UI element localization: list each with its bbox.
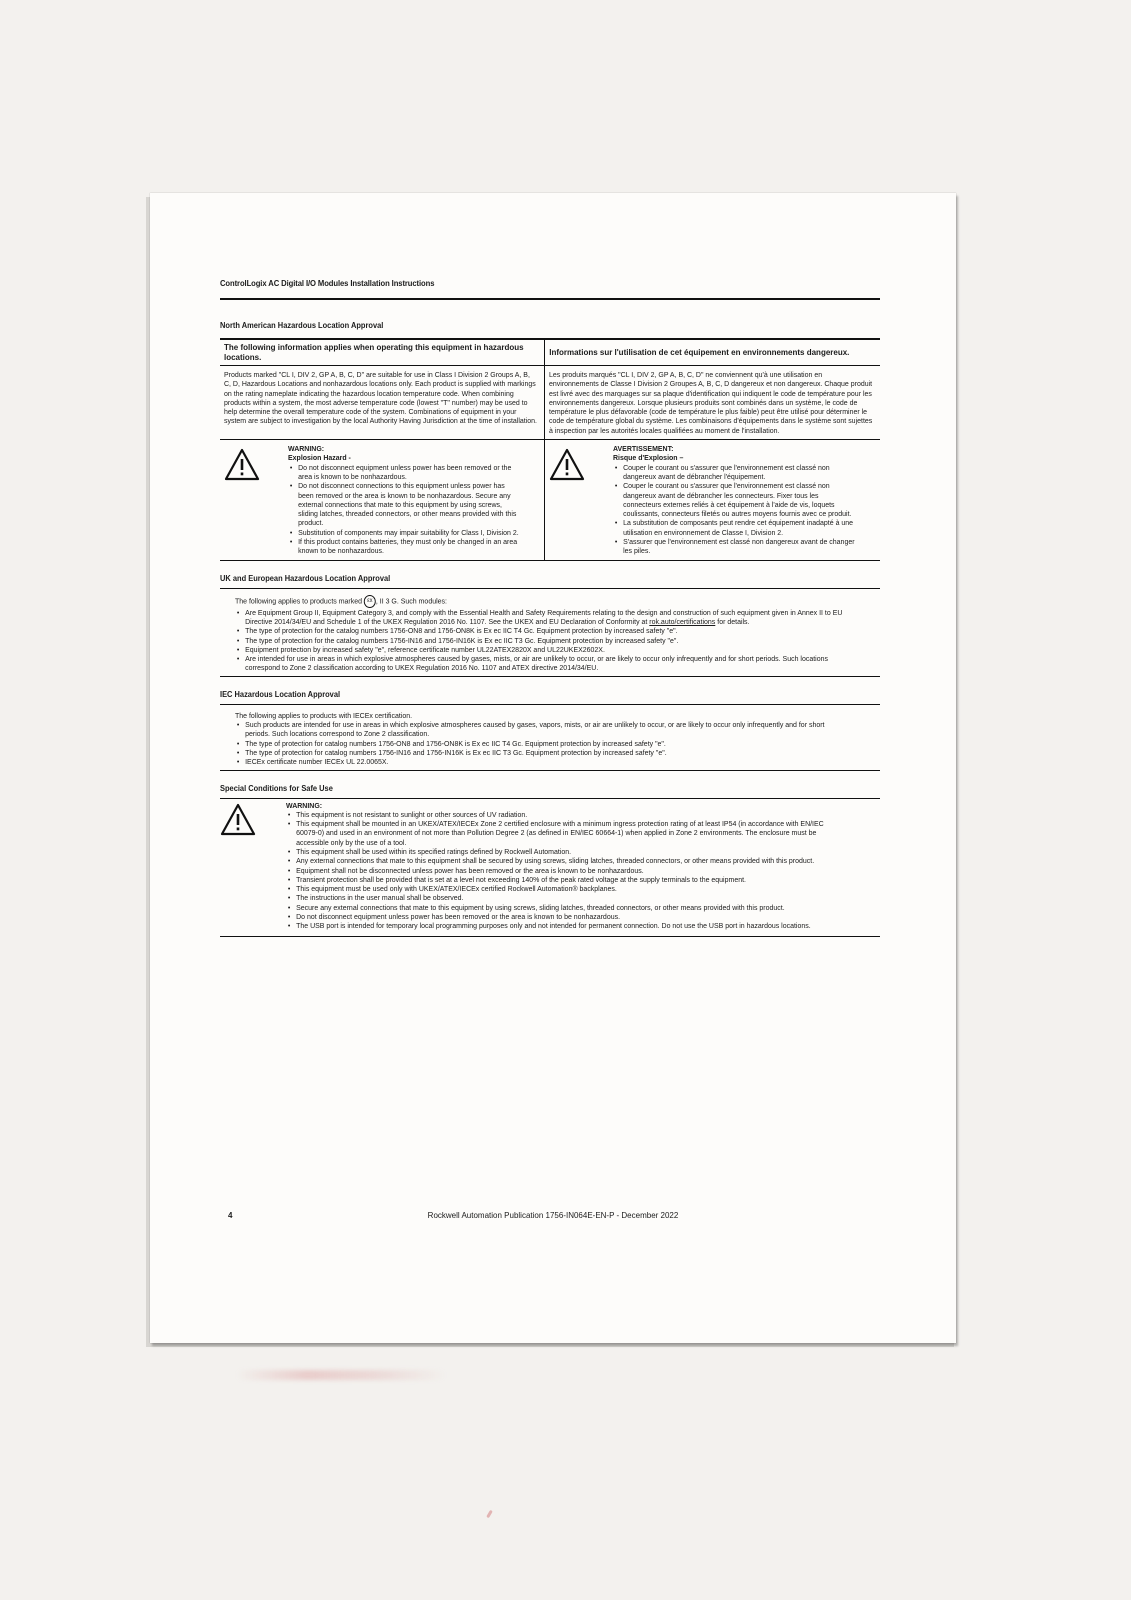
section-title-uk-european: UK and European Hazardous Location Approval (220, 572, 391, 583)
special-list (286, 810, 832, 931)
list-item: • Couper le courant ou s'assurer que l'environnement est classé non dangereux avant de débrancher l'équipement. (623, 463, 855, 482)
section-title-iec: IEC Hazardous Location Approval (220, 688, 341, 699)
list-item: • Are Equipment Group II, Equipment Category 3, and comply with the Essential Health and Safety Requirements relating to the design and construction of such equipment given in Annex II to EU Directive 2014/34/EU and Schedule 1 of the UKEX Regulation 2016 No. 1107. See the UKEX and EU Declaration of Conformity at rok.auto/certifications for details. (245, 608, 844, 627)
special-section-body (220, 801, 880, 937)
fr-table-header: Informations sur l'utilisation de cet équipement en environnements dangereux. (545, 339, 880, 366)
certifications-link[interactable]: rok.auto/certifications (649, 616, 716, 626)
list-item: • Any external connections that mate to this equipment shall be secured by using screws, sliding latches, threaded connectors, or other means provided with this product. (296, 856, 832, 865)
en-warning-list (288, 463, 520, 556)
list-item: • Equipment shall not be disconnected unless power has been removed or the area is known to be nonhazardous. (296, 866, 832, 875)
iec-section-body (220, 711, 880, 771)
page-content (220, 278, 880, 937)
list-item: • This equipment is not resistant to sunlight or other sources of UV radiation. (296, 810, 832, 819)
en-table-header: The following information applies when operating this equipment in hazardous locations. (220, 339, 545, 366)
list-item: • Substitution of components may impair suitability for Class I, Division 2. (298, 528, 520, 537)
warning-label: WARNING: (286, 800, 323, 810)
en-description: Products marked "CL I, DIV 2, GP A, B, C, D" are suitable for use in Class I Division 2 Groups A, B, C, D, Hazardous Locations and nonhazardous locations only. Each product is supplied with markings on the rating nameplate indicating the hazardous location temperature code. When combining products within a system, the most adverse temperature code (lowest "T" number) may be used to help determine the overall temperature code of the system. Combinations of equipment in your system are subject to investigation by the local Authority Having Jurisdiction at the time of installation. (220, 366, 545, 440)
uk-intro-post: , II 3 G. Such modules: (375, 596, 447, 606)
warning-title: Explosion Hazard - (288, 453, 351, 463)
publication-footer: Rockwell Automation Publication 1756-IN064E-EN-P - December 2022 (427, 1211, 679, 1220)
list-item: • The type of protection for the catalog numbers 1756-ON8 and 1756-ON8K is Ex ec IIC T4 Gc. Equipment protection by increased safety "e". (245, 626, 844, 635)
warning-triangle-icon (224, 444, 288, 484)
document-header: ControlLogix AC Digital I/O Modules Installation Instructions (220, 278, 435, 288)
warning-title: Risque d'Explosion – (613, 453, 684, 463)
list-item: • This equipment must be used only with UKEX/ATEX/IECEx certified Rockwell Automation® backplanes. (296, 884, 832, 893)
iec-intro: The following applies to products with IECEx certification. (235, 710, 413, 720)
section-title-special-conditions: Special Conditions for Safe Use (220, 782, 333, 793)
iec-list (235, 720, 844, 766)
list-item: • If this product contains batteries, they must only be changed in an area known to be nonhazardous. (298, 537, 520, 556)
warning-label: AVERTISSEMENT: (613, 444, 674, 454)
header-rule (220, 298, 880, 300)
paper-smudge (236, 1370, 446, 1380)
list-item: • Do not disconnect equipment unless power has been removed or the area is known to be nonhazardous. (296, 912, 832, 921)
list-item: • IECEx certificate number IECEx UL 22.0065X. (245, 757, 844, 766)
fr-warning-cell (545, 440, 880, 561)
section-title-north-american: North American Hazardous Location Approval (220, 320, 384, 330)
section-rule (220, 588, 880, 589)
section-rule (220, 704, 880, 705)
list-item: • The type of protection for the catalog numbers 1756-IN16 and 1756-IN16K is Ex ec IIC T3 Gc. Equipment protection by increased safety "e". (245, 636, 844, 645)
list-item: • La substitution de composants peut rendre cet équipement inadapté à une utilisation en environnement de Classe I, Division 2. (623, 518, 855, 537)
list-item: • This equipment shall be used within its specified ratings defined by Rockwell Automation. (296, 847, 832, 856)
list-item: • Secure any external connections that mate to this equipment by using screws, sliding latches, threaded connectors, or other means provided with this product. (296, 903, 832, 912)
list-item: • Do not disconnect connections to this equipment unless power has been removed or the area is known to be nonhazardous. Secure any external connections that mate to this equipment by using screws, sliding latches, threaded connectors, or other means provided with this product. (298, 481, 520, 527)
list-item: • The type of protection for catalog numbers 1756-ON8 and 1756-ON8K is Ex ec IIC T4 Gc. Equipment protection by increased safety "e". (245, 739, 844, 748)
list-item: • The USB port is intended for temporary local programming purposes only and not intended for permanent connection. Do not use the USB port in hazardous locations. (296, 921, 832, 930)
list-item: • This equipment shall be mounted in an UKEX/ATEX/IECEx Zone 2 certified enclosure with a minimum ingress protection rating of at least IP54 (in accordance with EN/IEC 60079-0) and used in an environment of not more than Pollution Degree 2 (as defined in EN/IEC 60664-1) when applied in Zone 2 environments. The enclosure must be accessible only by the use of a tool. (296, 819, 832, 847)
list-item: • Are intended for use in areas in which explosive atmospheres caused by gases, mists, or air are unlikely to occur, or are likely to occur only infrequently and for short periods. Such locations correspond to Zone 2 classification according to UKEX Regulation 2016 No. 1107 and ATEX directive 2014/34/EU. (245, 654, 844, 673)
page-number: 4 (228, 1211, 233, 1220)
warning-triangle-icon (220, 801, 286, 931)
list-item: • Couper le courant ou s'assurer que l'environnement est classé non dangereux avant de débrancher les connecteurs. Fixer tous les connecteurs externes reliés à cet équipement à l'aide de vis, loquets coulissants, connecteurs filetés ou autres moyens fournis avec ce produit. (623, 481, 855, 518)
en-warning-text (288, 444, 520, 556)
uk-section-body (220, 595, 880, 677)
list-item: • Do not disconnect equipment unless power has been removed or the area is known to be nonhazardous. (298, 463, 520, 482)
uk-list (235, 608, 844, 673)
uk-intro-pre: The following applies to products marked (235, 596, 362, 606)
fr-warning-text (613, 444, 855, 556)
hazardous-location-table (220, 338, 880, 561)
list-item: • The type of protection for catalog numbers 1756-IN16 and 1756-IN16K is Ex ec IIC T3 Gc. Equipment protection by increased safety "e". (245, 748, 844, 757)
list-item: • Equipment protection by increased safety "e", reference certificate number UL22ATEX2820X and UL22UKEX2602X. (245, 645, 844, 654)
paper-speck (486, 1510, 493, 1518)
section-rule (220, 798, 880, 799)
list-item: • The instructions in the user manual shall be observed. (296, 893, 832, 902)
list-item: • S'assurer que l'environnement est classé non dangereux avant de changer les piles. (623, 537, 855, 556)
fr-description: Les produits marqués "CL I, DIV 2, GP A, B, C, D" ne conviennent qu'à une utilisation en environnements de Classe I Division 2 Groupes A, B, C, D dangereux et non dangereux. Chaque produit est livré avec des marquages sur sa plaque d'identification qui indiquent le code de température pour les environnements dangereux. Lorsque plusieurs produits sont combinés dans un système, le code de température le plus défavorable (code de température le plus faible) peut être utilisé pour déterminer le code de température global du système. Les combinaisons d'équipements dans le système sont sujettes à inspection par les autorités locales qualifiées au moment de l'installation. (545, 366, 880, 440)
special-warning-text (286, 801, 832, 931)
list-item: • Such products are intended for use in areas in which explosive atmospheres caused by gases, vapors, mists, or air are unlikely to occur, or are likely to occur only infrequently and for short periods. Such locations correspond to Zone 2 classification. (245, 720, 844, 739)
list-item: • Transient protection shall be provided that is set at a level not exceeding 140% of the peak rated voltage at the supply terminals to the equipment. (296, 875, 832, 884)
warning-label: WARNING: (288, 444, 325, 454)
en-warning-cell (220, 440, 545, 561)
document-page (150, 193, 956, 1343)
warning-triangle-icon (549, 444, 613, 484)
ex-mark-icon: εx (364, 595, 376, 608)
fr-warning-list (613, 463, 855, 556)
